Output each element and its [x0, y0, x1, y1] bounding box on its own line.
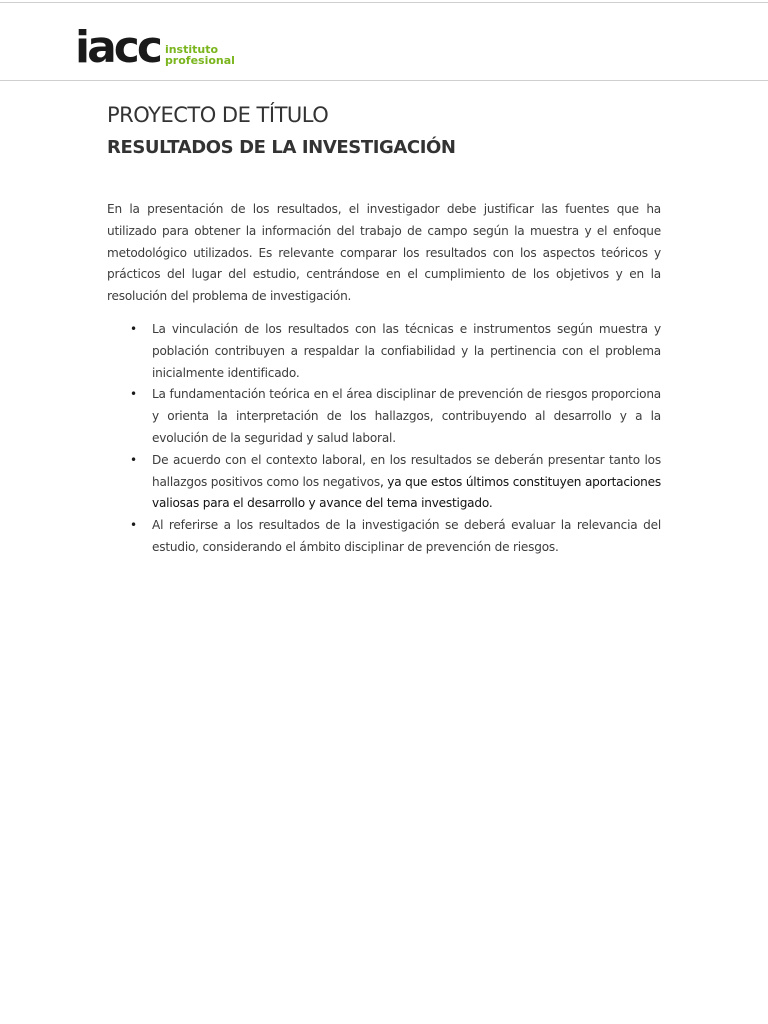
page-subtitle: RESULTADOS DE LA INVESTIGACIÓN [107, 137, 456, 158]
logo-line-2: profesional [164, 54, 235, 67]
page-title: PROYECTO DE TÍTULO [107, 103, 329, 127]
bullet-icon: • [130, 387, 137, 402]
document-body [107, 102, 661, 559]
bullet-icon: • [130, 321, 137, 336]
list-item [130, 450, 661, 515]
logo-text [165, 44, 235, 69]
list-item-text: De acuerdo con el contexto laboral, en los resultados se deberán presentar tanto los hallazgos positivos como los negativos [152, 452, 661, 489]
logo-mark: iacc [75, 22, 160, 73]
bullet-list [107, 319, 661, 559]
list-item [130, 319, 661, 384]
list-item-text: La fundamentación teórica en el área disciplinar de prevención de riesgos proporciona y orienta la interpretación de los hallazgos, contribuyendo al desarrollo y a la evolución de la seguridad y salud laboral. [152, 387, 661, 445]
iacc-logo [75, 22, 235, 73]
bullet-icon: • [130, 452, 137, 467]
intro-paragraph: En la presentación de los resultados, el investigador debe justificar las fuentes que ha utilizado para obtener la información del trabajo de campo según la muestra y el enfoque metodológico utilizados. Es relevante comparar los resultados con los aspectos teóricos y prácticos del lugar del estudio, centrándose en el cumplimiento de los objetivos y en la resolución del problema de investigación. [107, 202, 661, 304]
page-header [0, 3, 768, 81]
list-item [130, 515, 661, 559]
logo-line-1: instituto [164, 43, 219, 56]
list-item-text: Al referirse a los resultados de la investigación se deberá evaluar la relevancia del estudio, considerando el ámbito disciplinar de prevención de riesgos. [152, 518, 661, 554]
list-item-text-emphasis: , ya que estos últimos constituyen aportaciones valiosas para el desarrollo y avance del tema investigado. [152, 474, 661, 511]
bullet-icon: • [130, 518, 137, 533]
list-item [130, 384, 661, 449]
list-item-text: La vinculación de los resultados con las técnicas e instrumentos según muestra y población contribuyen a respaldar la confiabilidad y la pertinencia con el problema inicialmente identificado. [152, 321, 661, 380]
